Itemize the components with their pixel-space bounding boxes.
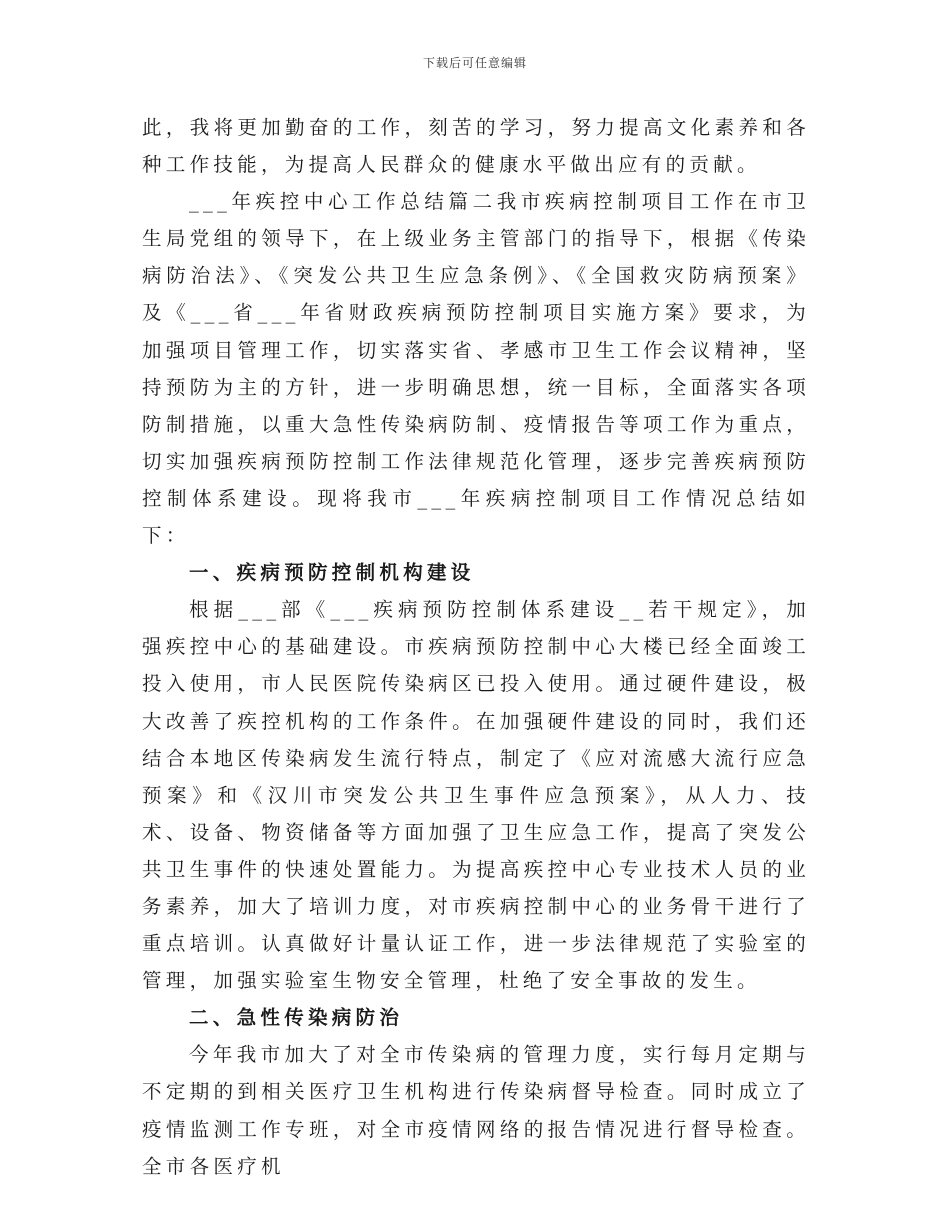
header-note: 下载后可任意编辑 bbox=[422, 56, 527, 70]
paragraph-4: 今年我市加大了对全市传染病的管理力度，实行每月定期与不定期的到相关医疗卫生机构进行传染病督导检查。同时成立了疫情监测工作专班，对全市疫情网络的报告情况进行督导检查。全市各医疗机 bbox=[142, 1043, 810, 1178]
paragraph-2: ___年疾控中心工作总结篇二我市疾病控制项目工作在市卫生局党组的领导下，在上级业务主管部门的指导下，根据《传染病防治法》、《突发公共卫生应急条例》、《全国救灾防病预案》及《___省___年省财政疾病预防控制项目实施方案》要求，为加强项目管理工作，切实落实省、孝感市卫生工作会议精神，坚持预防为主的方针，进一步明确思想，统一目标，全面落实各项防制措施，以重大急性传染病防制、疫情报告等项工作为重点，切实加强疾病预防控制工作法律规范化管理，逐步完善疾病预防控制体系建设。现将我市___年疾病控制项目工作情况总结如下： bbox=[142, 190, 810, 548]
document-body bbox=[142, 109, 810, 1185]
paragraph-3: 根据___部《___疾病预防控制体系建设__若干规定》，加强疾控中心的基础建设。市疾病预防控制中心大楼已经全面竣工投入使用，市人民医院传染病区已投入使用。通过硬件建设，极大改善了疾控机构的工作条件。在加强硬件建设的同时，我们还结合本地区传染病发生流行特点，制定了《应对流感大流行应急预案》和《汉川市突发公共卫生事件应急预案》，从人力、技术、设备、物资储备等方面加强了卫生应急工作，提高了突发公共卫生事件的快速处置能力。为提高疾控中心专业技术人员的业务素养，加大了培训力度，对市疾病控制中心的业务骨干进行了重点培训。认真做好计量认证工作，进一步法律规范了实验室的管理，加强实验室生物安全管理，杜绝了安全事故的发生。 bbox=[142, 598, 810, 993]
paragraph-1: 此，我将更加勤奋的工作，刻苦的学习，努力提高文化素养和各种工作技能，为提高人民群众的健康水平做出应有的贡献。 bbox=[142, 116, 810, 177]
section-heading-1: 一、疾病预防控制机构建设 bbox=[189, 561, 475, 585]
section-heading-2: 二、急性传染病防治 bbox=[189, 1006, 404, 1030]
